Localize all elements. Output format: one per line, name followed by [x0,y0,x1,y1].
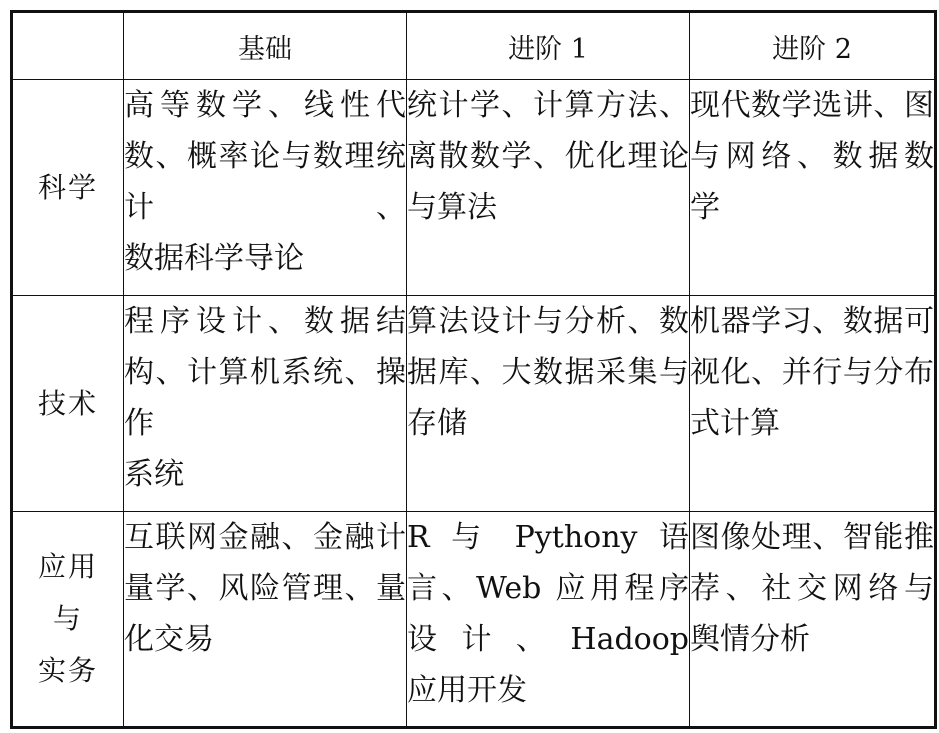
cell-text-last-line: 数据科学导论 [124,241,304,276]
cell-text-last-line: 学 [690,190,720,225]
table-row-technology [12,296,936,512]
header-row [12,12,936,80]
row-header-stack [13,541,123,697]
cell-text: 统计学、计算方法、离散数学、优化理论 [407,88,689,174]
cell-text: R 与 Pythony 语言、Web 应用程序设计、Hadoop [407,520,689,657]
cell-text-last-line: 系统 [124,457,184,492]
cell-text: 互联网金融、金融计量学、风险管理、量 [124,520,406,606]
cell-text: 高等数学、线性代数、概率论与数理统计、 [124,88,406,225]
table-cell [407,512,690,728]
table-cell [690,512,936,728]
row-header-application [12,512,124,728]
cell-text: 算法设计与分析、数据库、大数据采集与 [407,304,689,390]
cell-text-last-line: 存储 [407,406,467,441]
row-header-line: 应用 [37,550,98,583]
table-cell [124,80,407,296]
table-row-application [12,512,936,728]
table-cell [124,296,407,512]
cell-text: 程序设计、数据结构、计算机系统、操作 [124,304,406,441]
row-header-line: 实务 [37,654,98,687]
row-header-science: 科学 [12,80,124,296]
table-cell [407,80,690,296]
cell-text: 图像处理、智能推荐、社交网络与 [690,520,934,606]
table-cell [690,80,936,296]
corner-cell [12,12,124,80]
table-cell [690,296,936,512]
column-header-basic: 基础 [124,12,407,80]
column-header-advanced-1: 进阶 1 [407,12,690,80]
curriculum-table [10,10,937,729]
cell-text: 现代数学选讲、图与网络、数据数 [690,88,934,174]
cell-text-last-line: 应用开发 [407,673,527,708]
row-header-technology: 技术 [12,296,124,512]
cell-text-last-line: 舆情分析 [690,622,810,657]
cell-text-last-line: 式计算 [690,406,780,441]
column-header-advanced-2: 进阶 2 [690,12,936,80]
table-row-science [12,80,936,296]
table-cell [124,512,407,728]
cell-text: 机器学习、数据可视化、并行与分布 [690,304,934,390]
cell-text-last-line: 与算法 [407,190,497,225]
row-header-line: 与 [52,602,83,635]
table-cell [407,296,690,512]
cell-text-last-line: 化交易 [124,622,214,657]
